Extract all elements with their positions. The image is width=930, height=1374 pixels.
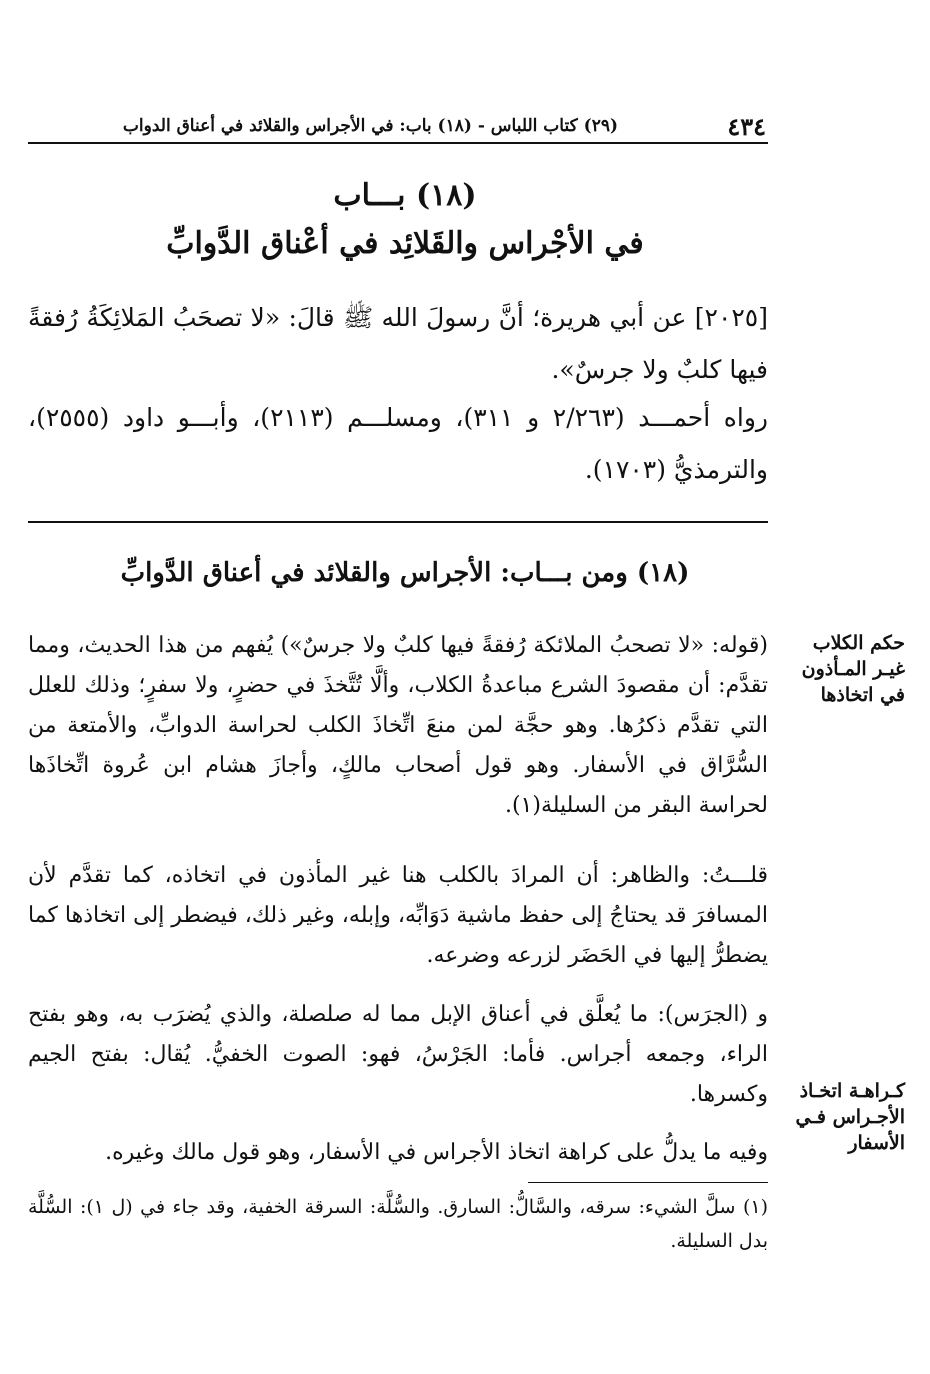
footnote: (١) سلَّ الشيء: سرقه، والسَّالُّ: السارق. والسُّلَّة: السرقة الخفية، وقد جاء في (ل ١): السُّلَّة بدل السليلة.: [28, 1196, 768, 1252]
commentary-paragraph: وفيه ما يدلُّ على كراهة اتخاذ الأجراس في الأسفار، وهو قول مالك وغيره.: [105, 1140, 768, 1165]
margin-note: كـراهـة اتخـاذ الأجـراس فـي الأسفار: [795, 1080, 905, 1154]
footnote-divider: [528, 1182, 768, 1183]
running-head: [28, 110, 768, 144]
margin-note: حكم الكلاب غيـر المـأذون في اتخاذها: [801, 632, 905, 706]
commentary-paragraph: قلـــتُ: والظاهر: أن المرادَ بالكلب هنا غير المأذون في اتخاذه، كما تقدَّم لأن المسافرَ قد يحتاجُ إلى حفظ ماشية دَوَابِّه، وإبله، وغير ذلك، فيضطر إلى اتخاذها كما يضطرُّ إليها في الحَضَر لزرعه وضرعه.: [28, 863, 768, 968]
commentary-title: (١٨) ومن بـــاب: الأجراس والقلائد في أعناق الدَّوابِّ: [120, 558, 690, 588]
chapter-number: (١٨) بـــاب: [333, 178, 477, 213]
running-title: (٢٩) كتاب اللباس - (١٨) باب: في الأجراس والقلائد في أعناق الدواب: [122, 116, 618, 136]
commentary-paragraph: (قوله: «لا تصحبُ الملائكة رُفقةً فيها كلبٌ ولا جرسٌ») يُفهم من هذا الحديث، ومما تقدَّم: أن مقصودَ الشرع مباعدةُ الكلاب، وألَّا تُتَّخذَ في حضرٍ، ولا سفرٍ؛ وذلك للعلل التي تقدَّم ذكرُها. وهو حجَّة لمن منعَ اتِّخاذَ الكلب لحراسة الدوابِّ، والأمتعة من السُّرَّاق في الأسفار. وهو قول أصحاب مالكٍ، وأجازَ هشام ابن عُروة اتِّخاذَها لحراسة البقر من السليلة(١).: [28, 633, 768, 818]
page-number: ٤٣٤: [727, 112, 766, 141]
commentary-paragraph: و (الجرَس): ما يُعلَّق في أعناق الإبل مما له صلصلة، والذي يُضرَب به، وهو بفتح الراء، وجمعه أجراس. فأما: الجَرْسُ، فهو: الصوت الخفيُّ. يُقال: بفتح الجيم وكسرها.: [28, 1002, 768, 1107]
takhrij-text: رواه أحمـــد (٢/٢٦٣ و ٣١١)، ومسلـــم (٢١١٣)، وأبـــو داود (٢٥٥٥)، والترمذيُّ (١٧٠٣).: [28, 403, 768, 484]
hadith-text: [٢٠٢٥] عن أبي هريرة؛ أنَّ رسولَ الله ﷺ قالَ: «لا تصحَبُ المَلائِكَةُ رُفقةً فيها كلبٌ ولا جرسٌ».: [28, 303, 768, 384]
section-divider: [28, 521, 768, 523]
chapter-title: في الأجْراس والقَلائِد في أعْناق الدَّوابِّ: [166, 226, 644, 261]
